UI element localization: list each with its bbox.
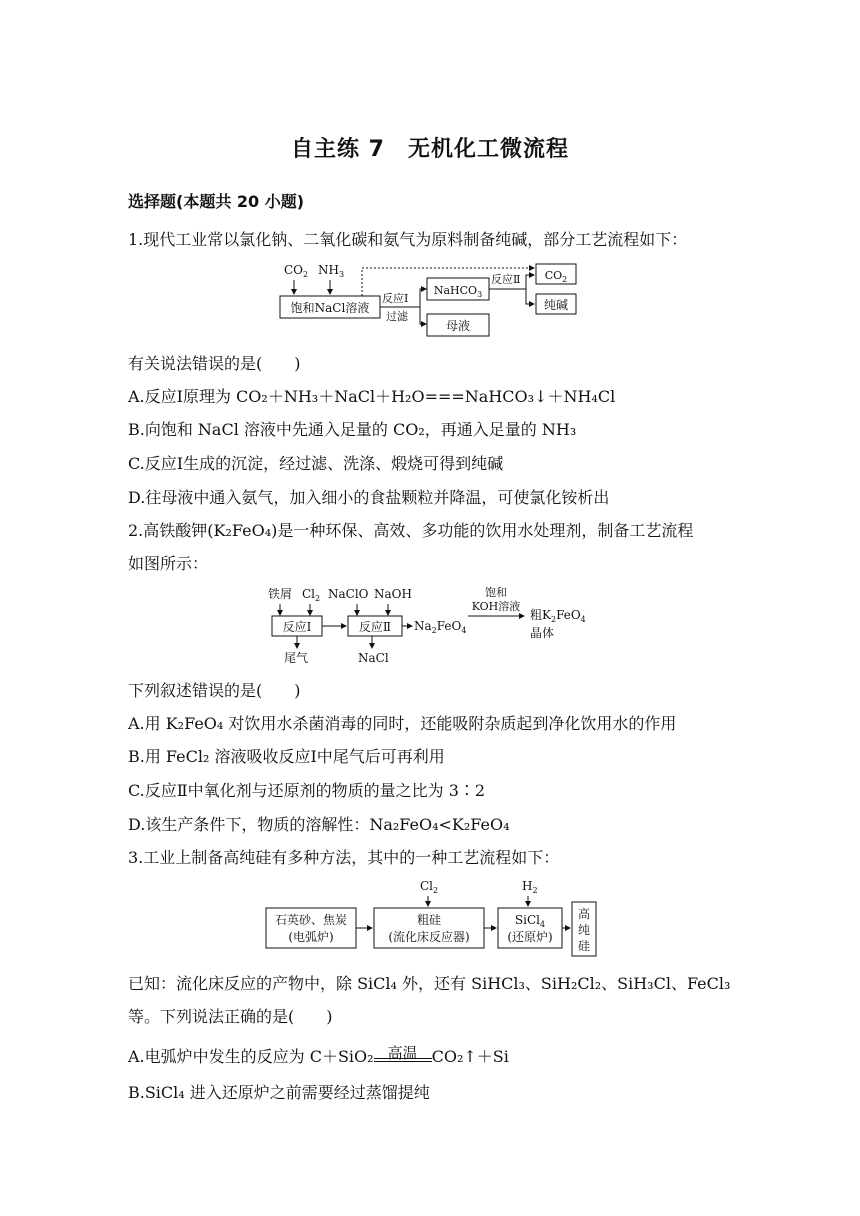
q2-input-naoh: NaOH: [374, 587, 412, 601]
q2-option-d: D.该生产条件下，物质的溶解性：Na₂FeO₄<K₂FeO₄: [128, 815, 510, 834]
q3-input-cl2: $Cl_2$: [420, 879, 439, 895]
q2-stem-line1: 2.高铁酸钾(K₂FeO₄)是一种环保、高效、多功能的饮用水处理剂，制备工艺流程: [128, 521, 694, 540]
page-title: 自主练 7 无机化工微流程: [291, 137, 569, 162]
q3-flow-diagram: [260, 876, 602, 958]
q1-box-nacl: 饱和NaCl溶液: [290, 301, 370, 315]
q3-option-b: B.SiCl₄ 进入还原炉之前需要经过蒸馏提纯: [128, 1083, 430, 1102]
q2-output-nacl: NaCl: [358, 651, 389, 665]
q3-option-a-condition: 高温: [387, 1044, 418, 1062]
q3-box1-line2: (电弧炉): [288, 930, 334, 944]
section-heading: 选择题(本题共 20 小题): [128, 192, 305, 211]
q2-box-reaction2: 反应Ⅱ: [358, 620, 392, 634]
q1-prompt: 有关说法错误的是( ): [128, 354, 301, 373]
q2-input-naclo: NaClO: [328, 587, 369, 601]
q1-option-b: B.向饱和 NaCl 溶液中先通入足量的 CO₂，再通入足量的 NH₃: [128, 420, 577, 439]
q3-box4-char3: 硅: [577, 939, 591, 953]
q3-option-a-equals-sign: [374, 1044, 432, 1068]
q1-flow-diagram: [270, 258, 590, 342]
q1-box-mother-liquor: 母液: [445, 319, 471, 333]
q1-input-co2: $CO_2$: [284, 263, 309, 279]
q3-option-a-rhs: CO₂↑＋Si: [431, 1047, 509, 1066]
q2-output-tailgas: 尾气: [284, 651, 309, 665]
q3-option-a: [128, 1046, 748, 1068]
q1-input-nh3: $NH_3$: [318, 263, 345, 279]
q1-option-d: D.往母液中通入氨气，加入细小的食盐颗粒并降温，可使氯化铵析出: [128, 488, 610, 507]
q1-box-soda: 纯碱: [543, 298, 569, 312]
q3-box3-line1: SiCl$_4$: [514, 913, 546, 929]
q3-box4-char1: 高: [577, 907, 591, 921]
q3-known-line2: 等。下列说法正确的是( ): [128, 1007, 333, 1026]
q3-box1-line1: 石英砂、焦炭: [274, 913, 348, 927]
q2-prompt: 下列叙述错误的是( ): [128, 681, 301, 700]
q2-stem-line2: 如图所示：: [128, 554, 209, 573]
q3-stem: 3.工业上制备高纯硅有多种方法，其中的一种工艺流程如下：: [128, 848, 560, 867]
q2-product-crude-k2feo4: 粗$K_2FeO_4$: [530, 608, 586, 624]
q1-label-reaction1: 反应Ⅰ: [382, 292, 409, 305]
q3-box2-line1: 粗硅: [416, 913, 442, 927]
q1-stem: 1.现代工业常以氯化钠、二氧化碳和氨气为原料制备纯碱，部分工艺流程如下：: [128, 230, 688, 249]
q2-input-iron: 铁屑: [268, 587, 293, 601]
q3-option-a-lhs: A.电弧炉中发生的反应为 C＋SiO₂: [128, 1047, 374, 1066]
q1-option-c: C.反应Ⅰ生成的沉淀，经过滤、洗涤、煅烧可得到纯碱: [128, 454, 504, 473]
q3-box2-line2: (流化床反应器): [388, 930, 470, 944]
q3-known-line1: 已知：流化床反应的产物中，除 SiCl₄ 外，还有 SiHCl₃、SiH₂Cl₂、SiH₃Cl、FeCl₃: [128, 974, 731, 993]
q2-option-c: C.反应Ⅱ中氧化剂与还原剂的物质的量之比为 3∶2: [128, 781, 486, 800]
q2-condition-line1: 饱和: [485, 586, 507, 599]
q2-flow-diagram: [262, 584, 602, 668]
q2-condition-line2: KOH溶液: [471, 600, 521, 613]
q1-box-nahco3: NaHCO$_3$: [433, 284, 483, 299]
q2-option-b: B.用 FeCl₂ 溶液吸收反应Ⅰ中尾气后可再利用: [128, 747, 445, 766]
q1-label-filter: 过滤: [386, 310, 408, 323]
q1-label-reaction2: 反应Ⅱ: [491, 273, 521, 286]
q1-box-co2: $CO_2$: [544, 269, 568, 284]
q3-box4-char2: 纯: [577, 923, 591, 937]
q3-input-h2: $H_2$: [522, 879, 538, 895]
q2-product-crystal: 晶体: [530, 626, 555, 640]
q2-box-reaction1: 反应Ⅰ: [282, 620, 312, 634]
q2-input-cl2: $Cl_2$: [302, 587, 321, 603]
q2-option-a: A.用 K₂FeO₄ 对饮用水杀菌消毒的同时，还能吸附杂质起到净化饮用水的作用: [128, 714, 677, 733]
q2-product-na2feo4: $Na_2FeO_4$: [414, 619, 467, 635]
q1-option-a: A.反应Ⅰ原理为 CO₂＋NH₃＋NaCl＋H₂O===NaHCO₃↓＋NH₄Cl: [128, 387, 616, 406]
q3-box3-line2: (还原炉): [507, 930, 553, 944]
